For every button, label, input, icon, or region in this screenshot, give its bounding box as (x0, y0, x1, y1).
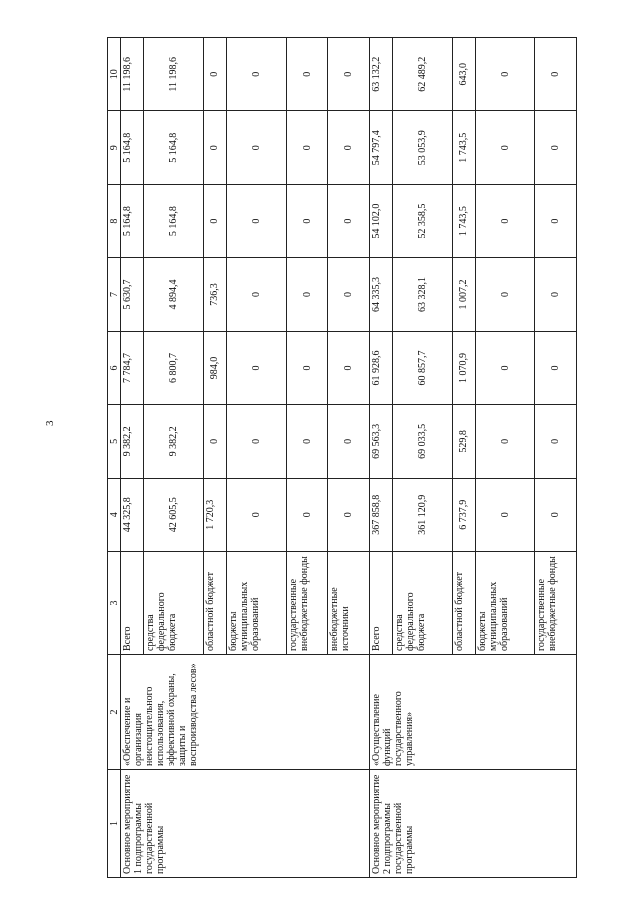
source-cell: областной бюджет (452, 552, 475, 655)
header-cell: 6 (108, 331, 121, 404)
value-cell: 0 (286, 478, 327, 551)
value-cell: 1 743,5 (452, 184, 475, 257)
value-cell: 0 (286, 38, 327, 111)
value-cell: 0 (535, 111, 577, 184)
event-name-cell: Основное мероприятие 1 подпрограммы государственной программы (121, 770, 370, 878)
value-cell: 0 (203, 405, 226, 478)
source-cell: бюджеты муниципальных образований (475, 552, 535, 655)
source-cell: Всего (369, 552, 392, 655)
value-cell: 0 (328, 331, 369, 404)
value-cell: 0 (535, 38, 577, 111)
value-cell: 1 743,5 (452, 111, 475, 184)
value-cell: 6 800,7 (144, 331, 204, 404)
value-cell: 1 070,9 (452, 331, 475, 404)
value-cell: 11 198,6 (121, 38, 144, 111)
value-cell: 0 (328, 258, 369, 331)
value-cell: 0 (286, 258, 327, 331)
value-cell: 44 325,8 (121, 478, 144, 551)
value-cell: 54 102,0 (369, 184, 392, 257)
value-cell: 4 894,4 (144, 258, 204, 331)
value-cell: 9 382,2 (121, 405, 144, 478)
value-cell: 0 (535, 405, 577, 478)
source-cell: государственные внебюджетные фонды (535, 552, 577, 655)
value-cell: 361 120,9 (392, 478, 452, 551)
value-cell: 11 198,6 (144, 38, 204, 111)
header-cell: 9 (108, 111, 121, 184)
header-cell: 10 (108, 38, 121, 111)
value-cell: 0 (475, 331, 535, 404)
value-cell: 0 (286, 405, 327, 478)
page-number: 3 (44, 420, 56, 426)
value-cell: 0 (227, 405, 287, 478)
value-cell: 0 (535, 478, 577, 551)
value-cell: 736,3 (203, 258, 226, 331)
header-cell: 5 (108, 405, 121, 478)
value-cell: 643,0 (452, 38, 475, 111)
value-cell: 1 720,3 (203, 478, 226, 551)
source-cell: государственные внебюджетные фонды (286, 552, 327, 655)
value-cell: 69 563,3 (369, 405, 392, 478)
rotated-table-wrapper (107, 38, 577, 878)
value-cell: 0 (328, 184, 369, 257)
value-cell: 1 007,2 (452, 258, 475, 331)
value-cell: 0 (227, 184, 287, 257)
source-cell: областной бюджет (203, 552, 226, 655)
value-cell: 0 (328, 111, 369, 184)
value-cell: 0 (535, 331, 577, 404)
table-row (369, 38, 392, 878)
value-cell: 0 (203, 38, 226, 111)
value-cell: 60 857,7 (392, 331, 452, 404)
source-cell: бюджеты муниципальных образований (227, 552, 287, 655)
header-cell: 4 (108, 478, 121, 551)
value-cell: 61 928,6 (369, 331, 392, 404)
value-cell: 984,0 (203, 331, 226, 404)
source-cell: средства федерального бюджета (392, 552, 452, 655)
value-cell: 0 (328, 405, 369, 478)
value-cell: 0 (535, 184, 577, 257)
value-cell: 63 132,2 (369, 38, 392, 111)
value-cell: 5 164,8 (144, 111, 204, 184)
event-title-cell: «Осуществление функций государственного управления» (369, 655, 576, 770)
value-cell: 0 (535, 258, 577, 331)
value-cell: 5 164,8 (144, 184, 204, 257)
header-cell: 7 (108, 258, 121, 331)
value-cell: 0 (475, 478, 535, 551)
header-cell: 8 (108, 184, 121, 257)
event-title-cell: «Обеспечение и организация неистощительного использования, эффективной охраны, защиты и воспроизводства лесов» (121, 655, 370, 770)
funding-table (107, 37, 577, 878)
value-cell: 0 (227, 38, 287, 111)
value-cell: 62 489,2 (392, 38, 452, 111)
value-cell: 0 (475, 38, 535, 111)
source-cell: внебюджетные источники (328, 552, 369, 655)
value-cell: 9 382,2 (144, 405, 204, 478)
value-cell: 0 (227, 478, 287, 551)
value-cell: 69 033,5 (392, 405, 452, 478)
value-cell: 529,8 (452, 405, 475, 478)
value-cell: 42 605,5 (144, 478, 204, 551)
value-cell: 0 (475, 184, 535, 257)
header-cell: 3 (108, 552, 121, 655)
value-cell: 0 (475, 111, 535, 184)
value-cell: 0 (475, 258, 535, 331)
header-cell: 1 (108, 770, 121, 878)
value-cell: 0 (227, 331, 287, 404)
source-cell: средства федерального бюджета (144, 552, 204, 655)
source-cell: Всего (121, 552, 144, 655)
event-name-cell: Основное мероприятие 2 подпрограммы государственной программы (369, 770, 576, 878)
header-cell: 2 (108, 655, 121, 770)
value-cell: 0 (328, 478, 369, 551)
value-cell: 0 (286, 184, 327, 257)
header-row (108, 38, 121, 878)
value-cell: 0 (227, 258, 287, 331)
value-cell: 0 (286, 331, 327, 404)
value-cell: 53 053,9 (392, 111, 452, 184)
value-cell: 0 (475, 405, 535, 478)
value-cell: 367 858,8 (369, 478, 392, 551)
value-cell: 0 (286, 111, 327, 184)
value-cell: 54 797,4 (369, 111, 392, 184)
value-cell: 63 328,1 (392, 258, 452, 331)
value-cell: 5 630,7 (121, 258, 144, 331)
value-cell: 5 164,8 (121, 111, 144, 184)
value-cell: 0 (203, 111, 226, 184)
table-row (121, 38, 144, 878)
value-cell: 0 (328, 38, 369, 111)
value-cell: 0 (227, 111, 287, 184)
value-cell: 6 737,9 (452, 478, 475, 551)
value-cell: 7 784,7 (121, 331, 144, 404)
value-cell: 5 164,8 (121, 184, 144, 257)
value-cell: 64 335,3 (369, 258, 392, 331)
value-cell: 52 358,5 (392, 184, 452, 257)
value-cell: 0 (203, 184, 226, 257)
